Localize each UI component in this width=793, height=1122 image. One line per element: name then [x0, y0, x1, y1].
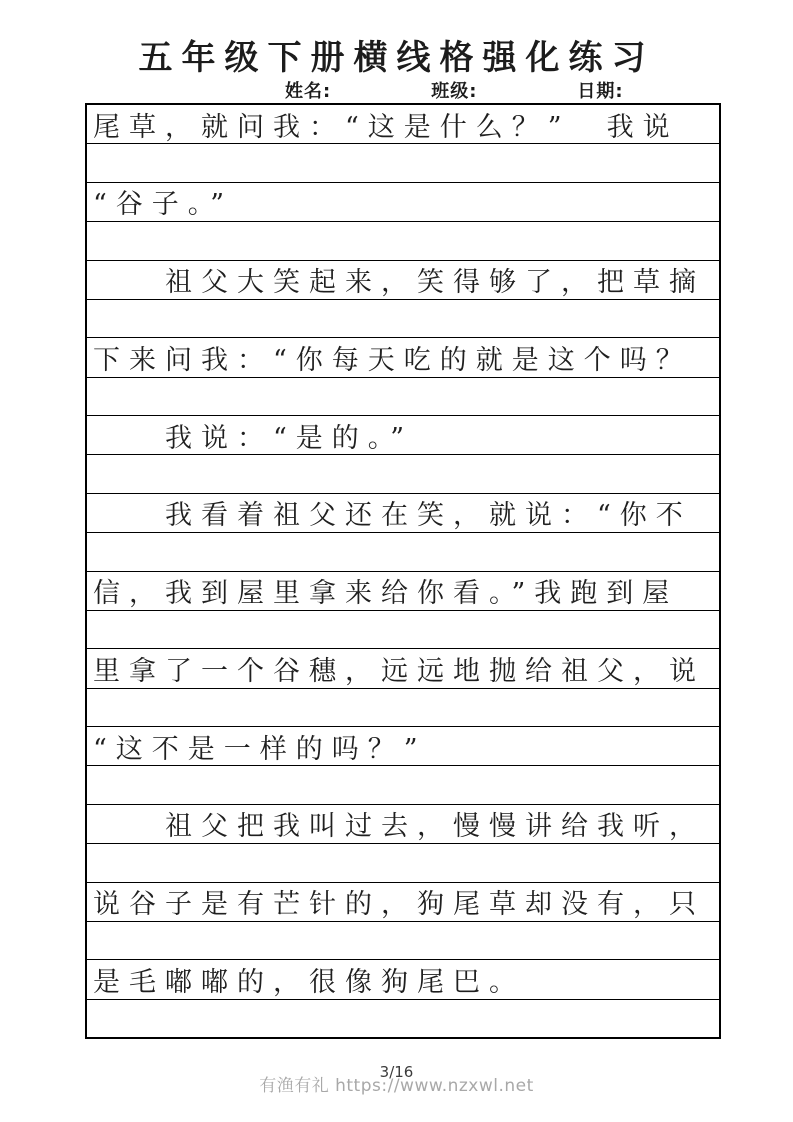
practice-line-text: 我说：“是的。”: [93, 422, 414, 454]
blank-practice-row-7: [87, 611, 719, 649]
meta-row: [85, 77, 720, 103]
page-number: 3/16: [379, 1063, 414, 1081]
watermark-text: 有渔有礼 https://www.nzxwl.net: [259, 1076, 534, 1096]
blank-practice-row-4: [87, 378, 719, 416]
practice-line-text: 说谷子是有芒针的，狗尾草却没有，只: [93, 889, 705, 921]
practice-line-text: 下来问我：“你每天吃的就是这个吗？: [93, 344, 692, 376]
blank-practice-row-2: [87, 222, 719, 260]
blank-practice-row-8: [87, 689, 719, 727]
practice-line-text: “谷子。”: [93, 189, 234, 221]
name-label: 姓名:: [285, 81, 332, 102]
page-title: 五年级下册横线格强化练习: [138, 38, 655, 78]
practice-line-3: [87, 261, 719, 300]
practice-line-text: 我看着祖父还在笑，就说：“你不: [93, 500, 692, 532]
practice-line-10: [87, 805, 719, 844]
practice-line-12: [87, 960, 719, 999]
practice-line-5: [87, 416, 719, 455]
practice-line-4: [87, 338, 719, 377]
practice-line-text: 里拿了一个谷穗，远远地抛给祖父，说: [93, 655, 705, 687]
blank-practice-row-3: [87, 300, 719, 338]
practice-line-1: [87, 105, 719, 144]
class-label: 班级:: [431, 81, 478, 102]
practice-line-7: [87, 572, 719, 611]
practice-line-9: [87, 727, 719, 766]
blank-practice-row-11: [87, 922, 719, 960]
practice-line-11: [87, 883, 719, 922]
practice-line-text: 祖父把我叫过去，慢慢讲给我听，: [93, 811, 705, 843]
blank-practice-row-10: [87, 844, 719, 882]
blank-practice-row-9: [87, 766, 719, 804]
practice-line-text: 尾草，就问我：“这是什么？” 我说: [93, 111, 679, 143]
blank-practice-row-5: [87, 455, 719, 493]
practice-line-8: [87, 649, 719, 688]
practice-line-text: “这不是一样的吗？”: [93, 733, 427, 765]
practice-line-text: 是毛嘟嘟的，很像狗尾巴。: [93, 966, 525, 998]
practice-line-text: 信，我到屋里拿来给你看。”我跑到屋: [93, 578, 679, 610]
blank-practice-row-6: [87, 533, 719, 571]
practice-grid: [85, 103, 721, 1039]
blank-practice-row-12: [87, 1000, 719, 1037]
practice-line-text: 祖父大笑起来，笑得够了，把草摘: [93, 267, 705, 299]
date-label: 日期:: [577, 81, 624, 102]
page-footer: [0, 1062, 793, 1102]
blank-practice-row-1: [87, 144, 719, 182]
practice-line-6: [87, 494, 719, 533]
practice-line-2: [87, 183, 719, 222]
